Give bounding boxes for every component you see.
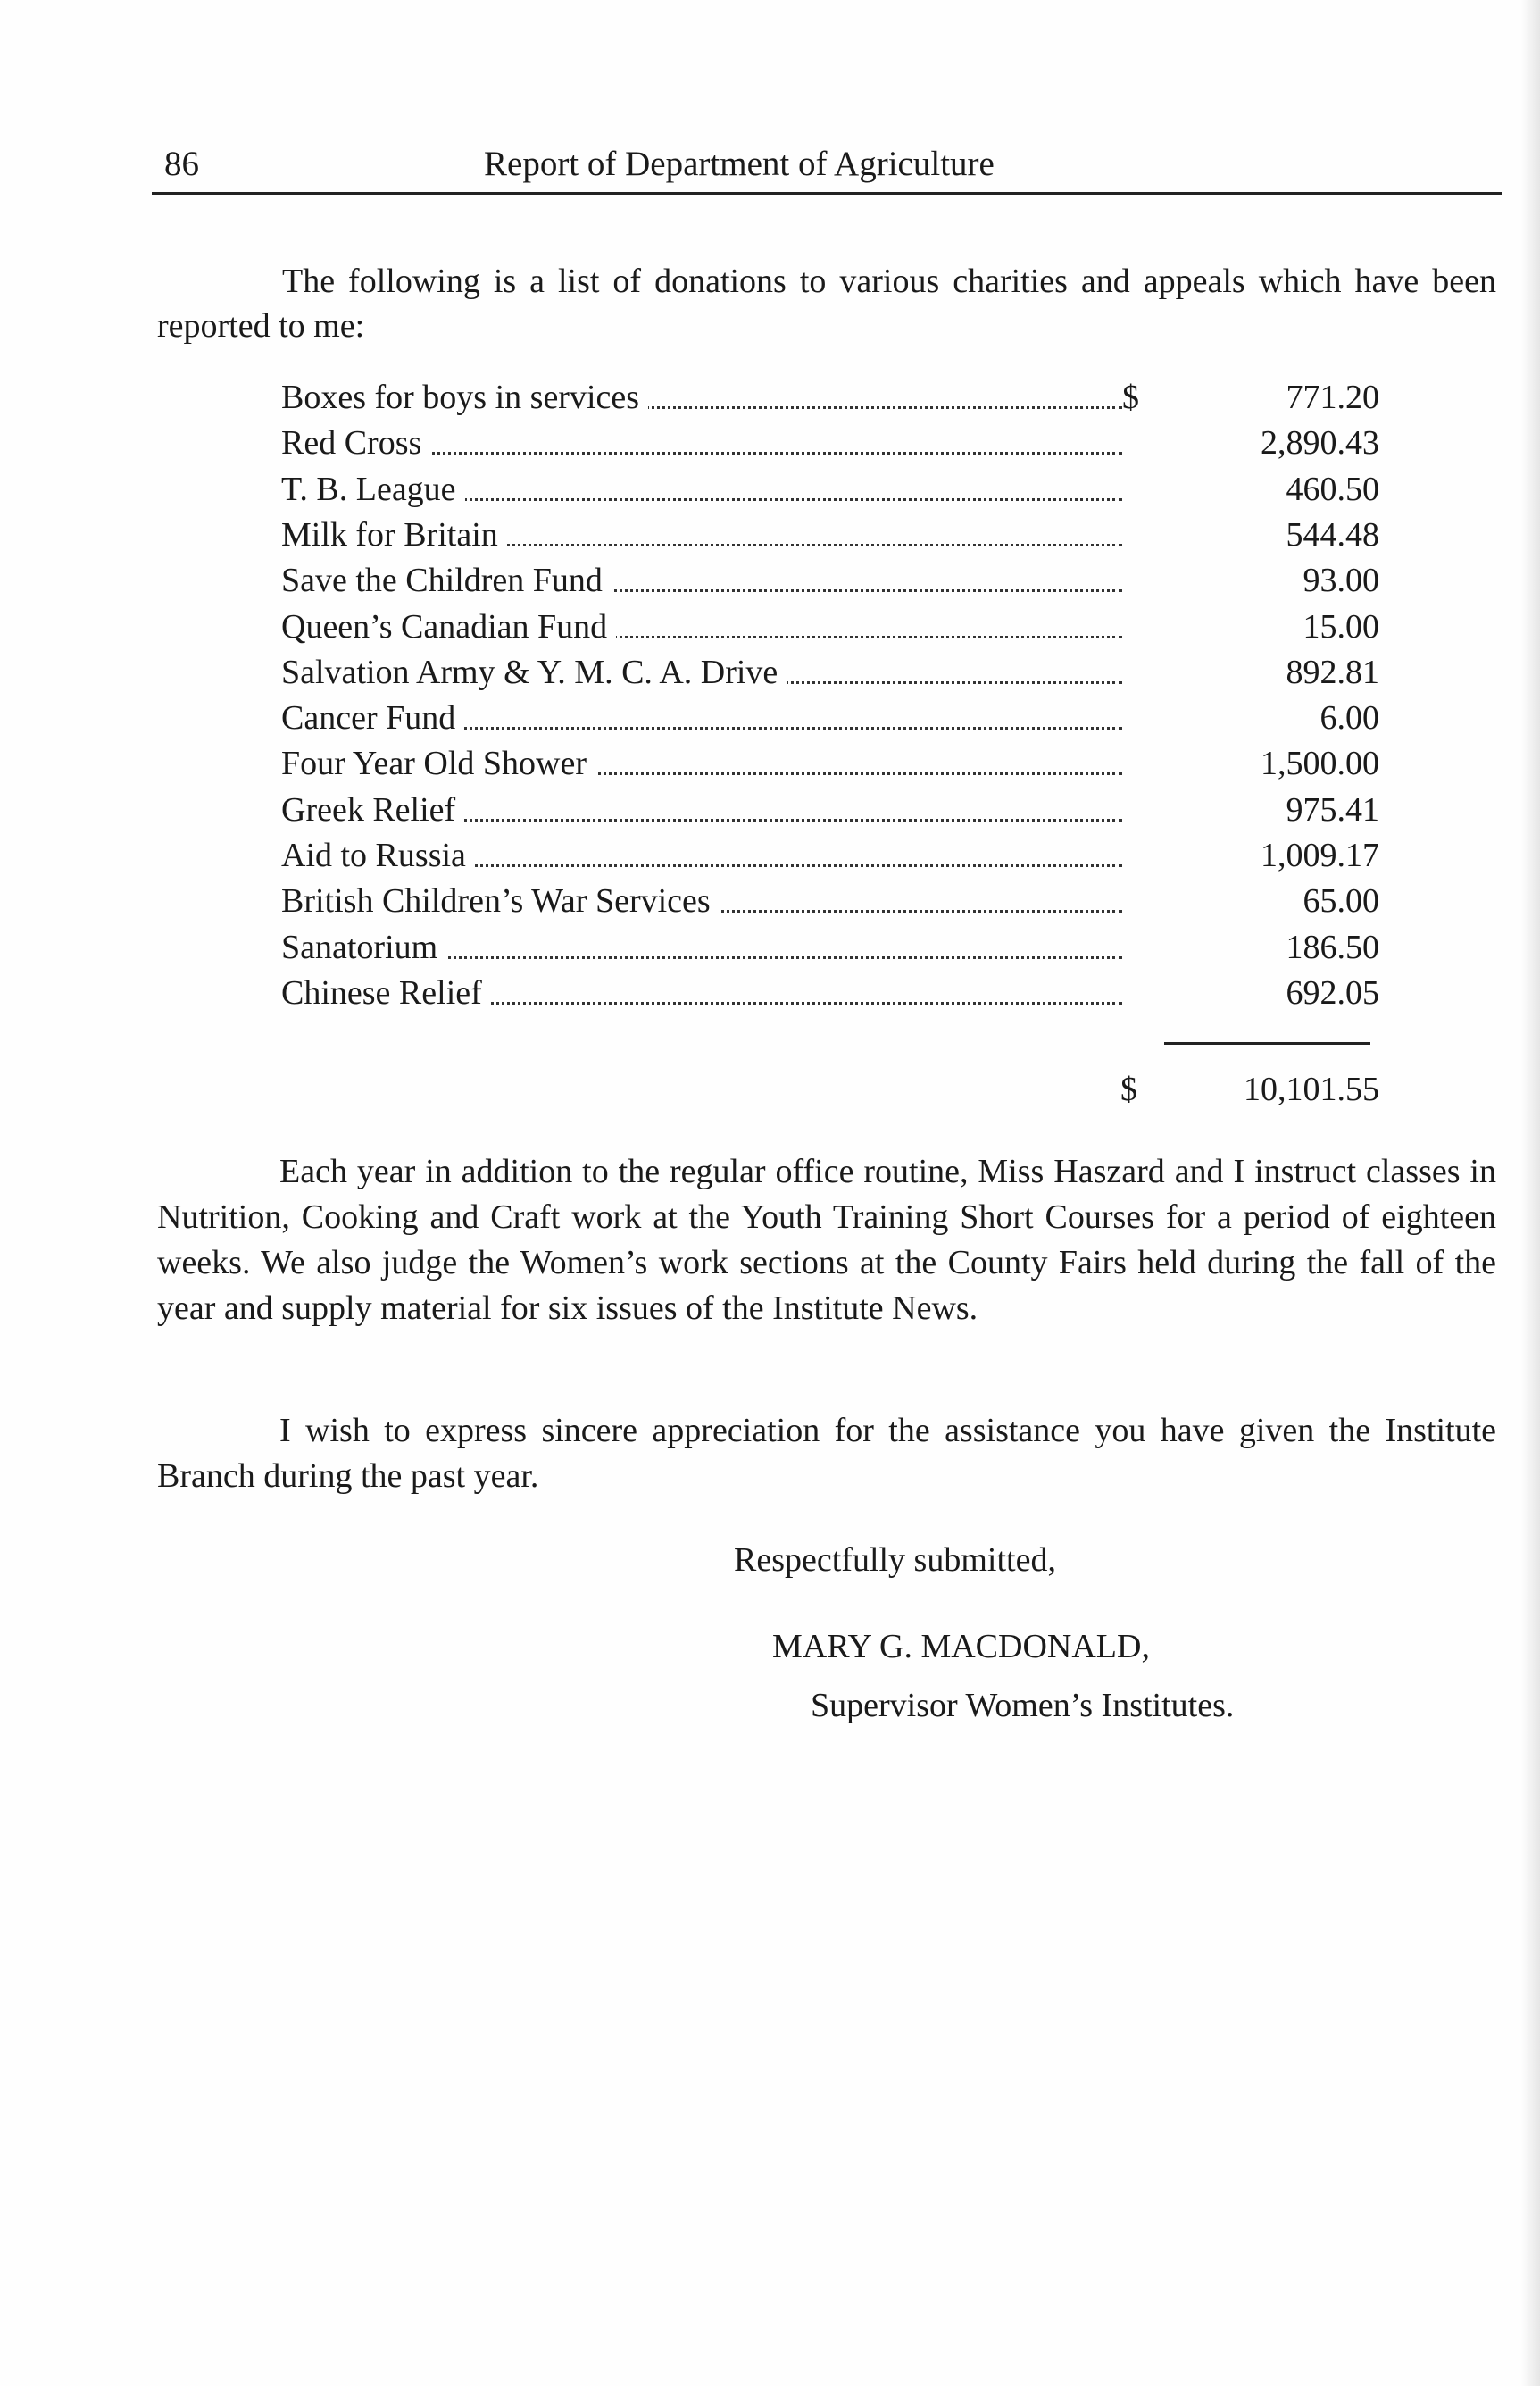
paragraph-duties: Each year in addition to the regular office routine, Miss Haszard and I instruct classes in Nutrition, Cooking and Craft work at the Youth Training Short Courses for a period of eighteen weeks. We also judge the Women’s work sections at the County Fairs held during the fall of the year and supply material for six issues of the Institute News. xyxy=(157,1153,1496,1327)
donation-row xyxy=(281,879,1379,924)
donation-label: Queen’s Canadian Fund xyxy=(281,605,616,650)
donation-label: Red Cross xyxy=(281,421,430,466)
signature-name: MARY G. MACDONALD, xyxy=(772,1628,1150,1665)
donation-row xyxy=(281,971,1379,1016)
donation-label: Boxes for boys in services xyxy=(281,375,648,421)
donation-amount: 6.00 xyxy=(1319,699,1379,738)
donation-amount: 186.50 xyxy=(1286,928,1379,966)
donation-amount: 15.00 xyxy=(1303,607,1379,646)
donation-label: Save the Children Fund xyxy=(281,558,612,604)
donation-row xyxy=(281,467,1379,513)
donation-amount: 2,890.43 xyxy=(1261,424,1379,463)
donation-currency: $ xyxy=(1122,379,1139,416)
donation-row xyxy=(281,650,1379,696)
donation-amount: 892.81 xyxy=(1286,653,1379,691)
donation-row xyxy=(281,696,1379,741)
donation-label: Cancer Fund xyxy=(281,696,464,741)
donation-label: Sanatorium xyxy=(281,925,446,971)
donation-label: Aid to Russia xyxy=(281,833,475,879)
donation-amount: 93.00 xyxy=(1303,562,1379,600)
running-title: Report of Department of Agriculture xyxy=(484,145,995,183)
donation-row xyxy=(281,925,1379,971)
donation-row xyxy=(281,513,1379,558)
donation-amount: 1,009.17 xyxy=(1261,837,1379,874)
donation-label: T. B. League xyxy=(281,467,465,513)
total-amount: 10,101.55 xyxy=(1244,1071,1379,1108)
donation-amount: 771.20 xyxy=(1286,379,1379,416)
donation-amount: 460.50 xyxy=(1286,470,1379,508)
closing-line: Respectfully submitted, xyxy=(734,1541,1056,1579)
donation-label: Four Year Old Shower xyxy=(281,741,595,787)
total-currency: $ xyxy=(1120,1071,1137,1108)
donation-row xyxy=(281,741,1379,787)
donation-row xyxy=(281,421,1379,466)
donation-amount: 65.00 xyxy=(1303,882,1379,921)
page-number: 86 xyxy=(164,145,199,183)
donation-row xyxy=(281,605,1379,650)
donation-amount: 692.05 xyxy=(1286,973,1379,1012)
total-rule xyxy=(1164,1042,1370,1045)
donation-row xyxy=(281,788,1379,833)
page-header xyxy=(152,138,1502,195)
donation-label: Chinese Relief xyxy=(281,971,491,1016)
paragraph-appreciation: I wish to express sincere appreciation for the assistance you have given the Institute Branch during the past year. xyxy=(157,1412,1496,1495)
page-edge-shadow xyxy=(1520,0,1540,2386)
donation-label: Milk for Britain xyxy=(281,513,507,558)
donation-label: Salvation Army & Y. M. C. A. Drive xyxy=(281,650,787,696)
donation-amount: 975.41 xyxy=(1286,790,1379,829)
donation-amount: 544.48 xyxy=(1286,515,1379,554)
donation-row xyxy=(281,375,1379,421)
donation-label: Greek Relief xyxy=(281,788,464,833)
intro-paragraph: The following is a list of donations to various charities and appeals which have been reported to me: xyxy=(157,263,1496,345)
signature-title: Supervisor Women’s Institutes. xyxy=(811,1687,1235,1724)
donation-amount: 1,500.00 xyxy=(1261,745,1379,783)
donation-row xyxy=(281,558,1379,604)
donation-row xyxy=(281,833,1379,879)
donation-label: British Children’s War Services xyxy=(281,879,720,924)
